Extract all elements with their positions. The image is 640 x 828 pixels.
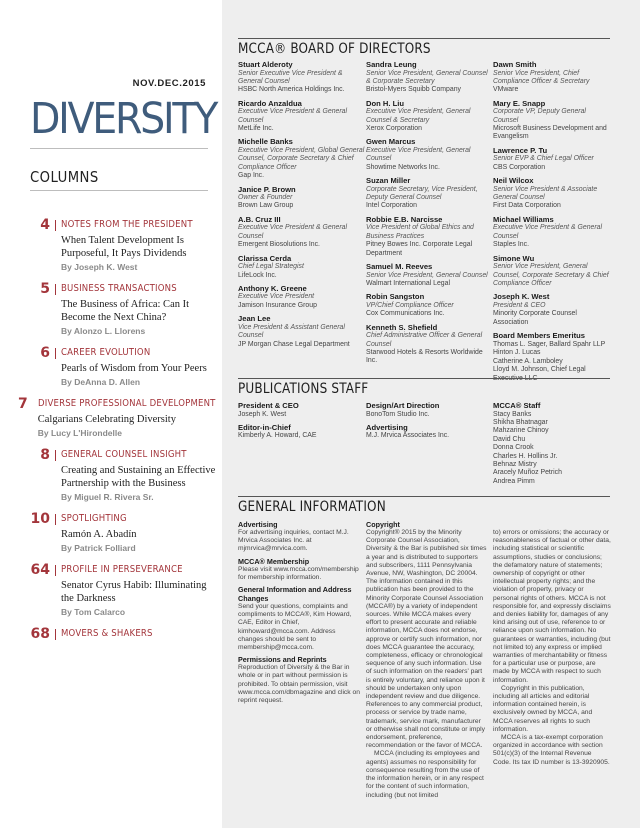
board-member xyxy=(366,215,493,258)
board-member xyxy=(493,292,611,327)
toc-item[interactable] xyxy=(18,218,218,273)
member-name: Samuel M. Reeves xyxy=(366,262,433,271)
toc-page-number: 7 xyxy=(18,396,28,412)
board-member xyxy=(493,99,611,142)
board-member xyxy=(366,137,493,172)
toc-title: Senator Cyrus Habib: Illuminating the Darkness xyxy=(61,580,207,604)
toc-section: MOVERS & SHAKERS xyxy=(61,628,153,639)
toc-section: DIVERSE PROFESSIONAL DEVELOPMENT xyxy=(37,398,216,409)
toc-item[interactable] xyxy=(18,627,218,642)
board-top-rule xyxy=(238,38,610,39)
columns-heading: COLUMNS xyxy=(30,168,99,186)
board-member xyxy=(238,185,366,211)
member-company: Microsoft Business Development and Evangelism xyxy=(493,125,607,141)
member-name: Robin Sangston xyxy=(366,292,425,302)
staff-entry xyxy=(238,423,366,441)
board-column-3 xyxy=(493,60,611,388)
member-company: Cox Communications Inc. xyxy=(366,310,445,318)
member-company: Gap Inc. xyxy=(238,172,265,180)
board-member xyxy=(493,60,611,95)
info-heading: MCCA® Membership xyxy=(238,556,310,566)
board-member xyxy=(238,137,366,180)
toc-title: Pearls of Wisdom from Your Peers xyxy=(61,363,207,374)
member-name: Anthony K. Greene xyxy=(238,283,307,293)
board-member xyxy=(493,215,611,250)
emeritus-member: Hinton J. Lucas xyxy=(493,349,541,357)
member-name: Suzan Miller xyxy=(366,176,411,186)
toc-page-number: 6 xyxy=(40,345,50,361)
member-title: Senior Vice President, Chief Compliance Officer & Secretary xyxy=(493,69,590,85)
toc-author: By Lucy L'Hirondelle xyxy=(37,428,122,438)
info-heading: Advertising xyxy=(238,520,278,529)
member-title: Senior Vice President, General Counsel, Corporate Secretary & Chief Compliance Officer xyxy=(493,263,609,287)
member-title: Vice President & Assistant General Counsel xyxy=(238,323,345,340)
member-company: Intel Corporation xyxy=(366,202,417,210)
staff-name: Andrea Pimm xyxy=(493,477,535,485)
staff-name: Stacy Banks xyxy=(493,410,532,418)
disclaimer-text: to) errors or omissions; the accuracy or reasonableness of factual or other data, including statistical or scientific assumptions, studies or conclusions; the defamatory nature of statements; ownership of copyright or other intellectual property rights; and the violation of property, privacy or personal rights of others. MCCA is not responsible for, and expressly disclaims and denies liability for, damages of any kind arising out of use, reference to or reliance upon such information. No guarantees or warranties, including (but not limited to) any express or implied warranties of merchantability or fitness for a particular use or purpose, are made by MCCA with respect to such information. xyxy=(493,529,611,684)
member-title: Vice President of Global Ethics and Business Practices xyxy=(366,224,474,240)
board-member xyxy=(238,99,366,134)
member-name: Stuart Alderoty xyxy=(238,60,293,69)
publications-top-rule xyxy=(238,378,610,379)
member-title: Senior Vice President, General Counsel & Corporate Secretary xyxy=(366,69,488,85)
info-heading: General Information and Address Changes xyxy=(238,585,352,604)
member-company: Xerox Corporation xyxy=(366,125,422,133)
board-member xyxy=(493,176,611,211)
member-company: Staples Inc. xyxy=(493,241,530,249)
member-title: Corporate VP, Deputy General Counsel xyxy=(493,108,586,124)
member-name: Jean Lee xyxy=(238,314,271,324)
member-company: Minority Corporate Counsel Association xyxy=(493,310,577,326)
general-heading: GENERAL INFORMATION xyxy=(238,499,386,515)
board-member xyxy=(366,323,493,366)
contents-column xyxy=(0,0,222,828)
member-company: JP Morgan Chase Legal Department xyxy=(238,340,350,348)
tax-status-text: MCCA is a tax-exempt corporation organized in accordance with section 501(c)(3) of the Internal Revenue Code. Its tax ID number is 13-3920905. xyxy=(493,734,610,766)
member-name: Janice P. Brown xyxy=(238,184,296,194)
toc-author: By Joseph K. West xyxy=(61,262,138,272)
staff-name: Charles H. Hollins Jr. xyxy=(493,452,558,460)
member-title: Executive Vice President, Global General Counsel, Corporate Secretary & Chief Compliance Officer xyxy=(238,146,365,171)
info-text: Reproduction of Diversity & the Bar in whole or in part without permission is prohibited. To obtain permission, visit www.mcca.com/dbmagazine and click on reprint request. xyxy=(238,664,360,705)
toc-page-number: 4 xyxy=(40,217,50,233)
member-company: LifeLock Inc. xyxy=(238,271,277,279)
toc-page-number: 8 xyxy=(40,447,50,463)
toc-divider xyxy=(55,514,56,525)
staff-role: Design/Art Direction xyxy=(366,401,440,410)
board-member xyxy=(493,146,611,172)
table-of-contents xyxy=(18,218,218,651)
issue-date: NOV.DEC.2015 xyxy=(132,78,206,89)
general-columns xyxy=(238,517,611,800)
staff-name: Joseph K. West xyxy=(238,410,287,418)
emeritus-heading: Board Members Emeritus xyxy=(493,331,585,341)
member-name: Simone Wu xyxy=(493,253,535,263)
general-top-rule xyxy=(238,496,610,497)
member-title: Senior EVP & Chief Legal Officer xyxy=(493,155,594,163)
member-company: CBS Corporation xyxy=(493,163,546,171)
general-column-2 xyxy=(366,517,487,800)
staff-name: Kimberly A. Howard, CAE xyxy=(238,432,317,440)
publications-columns xyxy=(238,401,611,486)
member-name: Robbie E.B. Narcisse xyxy=(366,214,443,224)
toc-item[interactable] xyxy=(18,512,218,554)
toc-page-number: 10 xyxy=(30,511,50,527)
member-company: Starwood Hotels & Resorts Worldwide Inc. xyxy=(366,348,483,365)
member-company: MetLife Inc. xyxy=(238,125,274,133)
member-title: Senior Executive Vice President & General Counsel xyxy=(238,69,343,85)
emeritus-member: Thomas L. Sager, Ballard Spahr LLP xyxy=(493,340,606,348)
board-member xyxy=(238,314,366,349)
staff-name: Donna Crook xyxy=(493,444,534,452)
board-emeritus xyxy=(493,331,611,383)
member-name: Sandra Leung xyxy=(366,60,417,69)
toc-item[interactable] xyxy=(18,346,218,388)
member-company: Showtime Networks Inc. xyxy=(366,163,440,171)
staff-role: Advertising xyxy=(366,422,408,432)
staff-name: David Chu xyxy=(493,435,526,443)
board-member xyxy=(366,262,493,288)
toc-title: The Business of Africa: Can It Become the Next China? xyxy=(61,299,190,323)
board-member xyxy=(493,254,611,289)
member-title: Executive Vice President xyxy=(238,293,315,301)
toc-title: Calgarians Celebrating Diversity xyxy=(37,414,176,425)
member-name: A.B. Cruz III xyxy=(238,214,281,224)
toc-page-number: 5 xyxy=(40,281,50,297)
staff-role: President & CEO xyxy=(238,401,299,410)
toc-section: SPOTLIGHTING xyxy=(61,513,127,524)
member-company: HSBC North America Holdings Inc. xyxy=(238,86,345,94)
board-column-1 xyxy=(238,60,366,388)
member-title: Executive Vice President & General Counsel xyxy=(238,224,348,240)
member-title: Executive Vice President, General Counsel & Secretary xyxy=(366,108,471,124)
member-company: VMware xyxy=(493,86,519,94)
columns-divider xyxy=(30,190,208,191)
member-name: Joseph K. West xyxy=(493,292,550,302)
board-heading: MCCA® BOARD OF DIRECTORS xyxy=(238,41,431,57)
board-member xyxy=(366,60,493,95)
member-name: Don H. Liu xyxy=(366,98,404,108)
info-text: Send your questions, complaints and compliments to MCCA®, Kim Howard, CAE, Editor in Chief, kimhoward@mcca.com. Address changes should be sent to membership@mcca.com. xyxy=(238,603,352,652)
board-member xyxy=(366,292,493,318)
member-company: Emergent Biosolutions Inc. xyxy=(238,241,320,249)
toc-section: PROFILE IN PERSEVERANCE xyxy=(61,564,183,575)
member-name: Kenneth S. Shefield xyxy=(366,322,438,332)
toc-author: By Patrick Folliard xyxy=(61,543,136,553)
toc-divider xyxy=(55,220,56,231)
board-member xyxy=(238,215,366,250)
toc-author: By Tom Calarco xyxy=(61,607,126,617)
toc-divider xyxy=(55,284,56,295)
member-company: Bristol-Myers Squibb Company xyxy=(366,86,461,94)
staff-name: M.J. Mrvica Associates Inc. xyxy=(366,432,450,440)
staff-role: MCCA® Staff xyxy=(493,401,541,410)
board-member xyxy=(238,284,366,310)
member-title: VP/Chief Compliance Officer xyxy=(366,301,454,309)
toc-item[interactable] xyxy=(18,397,218,439)
staff-name: Behnaz Mistry xyxy=(493,460,537,468)
toc-section: GENERAL COUNSEL INSIGHT xyxy=(61,449,187,460)
masthead-panel xyxy=(222,0,640,828)
toc-section: CAREER EVOLUTION xyxy=(61,347,151,358)
publications-heading: PUBLICATIONS STAFF xyxy=(238,381,369,397)
member-title: President & CEO xyxy=(493,301,546,309)
disclaimer-text: Copyright in this publication, including all articles and editorial information contained herein, is exclusively owned by MCCA, and MCCA reserves all rights to such information. xyxy=(493,684,593,733)
toc-item[interactable] xyxy=(18,448,218,503)
toc-author: By DeAnna D. Allen xyxy=(61,377,141,387)
staff-name: BonoTom Studio Inc. xyxy=(366,410,430,418)
publications-column-1 xyxy=(238,401,366,486)
staff-name: Mahzarine Chinoy xyxy=(493,427,549,435)
toc-title: Creating and Sustaining an Effective Partnership with the Business xyxy=(61,465,216,489)
member-title: Senior Vice President, General Counsel xyxy=(366,271,488,279)
board-member xyxy=(238,60,366,95)
masthead-divider xyxy=(30,148,208,149)
copyright-heading: Copyright xyxy=(366,520,400,529)
member-title: Executive Vice President & General Counsel xyxy=(493,224,603,240)
emeritus-member: Lloyd M. Johnson, Chief Legal xyxy=(493,366,586,374)
staff-entry xyxy=(366,423,493,441)
member-title: Executive Vice President & General Counsel xyxy=(238,108,348,124)
copyright-text: Copyright® 2015 by the Minority Corporate Counsel Association, Diversity & the Bar is published six times a year and is distributed to supporters and subscribers, 1111 Pennsylvania Avenue, NW, Washington, DC 20004. The information contained in this publication has been provided to the Minority Corporate Counsel Association (MCCA®) by a variety of independent sources. While MCCA makes every effort to present accurate and reliable information, MCCA does not endorse, approve or certify such information, nor does MCCA guarantee the accuracy, completeness, efficacy or chronological sequence of any such information. Use of such information on the readers' part is entirely voluntary, and reliance upon it should be undertaken only upon independent review and due diligence. References to any commercial product, process or service by trade name, trademark, service mark, manufacturer or otherwise shall not constitute or imply endorsement, preference, recommendation or the favor of MCCA. xyxy=(366,529,487,750)
member-company: Jamison Insurance Group xyxy=(238,301,317,309)
member-name: Gwen Marcus xyxy=(366,137,416,147)
member-company: Brown Law Group xyxy=(238,202,294,210)
member-name: Michelle Banks xyxy=(238,137,293,147)
staff-name: Aracely Muñoz Petrich xyxy=(493,469,562,477)
member-name: Neil Wilcox xyxy=(493,176,534,186)
member-company: Walmart International Legal xyxy=(366,279,451,287)
staff-entry xyxy=(238,401,366,419)
toc-divider xyxy=(55,348,56,359)
staff-role: Editor-in-Chief xyxy=(238,422,291,432)
member-title: Executive Vice President, General Counsel xyxy=(366,146,471,163)
board-member xyxy=(366,176,493,211)
masthead-word: DIVERSITY xyxy=(30,94,217,144)
member-name: Clarissa Cerda xyxy=(238,253,292,263)
member-title: Chief Administrative Officer & General Counsel xyxy=(366,332,483,348)
masthead-logo xyxy=(30,94,217,146)
board-member xyxy=(366,99,493,134)
publications-column-3 xyxy=(493,401,611,486)
toc-section: NOTES FROM THE PRESIDENT xyxy=(61,219,193,230)
toc-author: By Miguel R. Rivera Sr. xyxy=(61,492,154,502)
toc-page-number: 68 xyxy=(30,626,50,642)
toc-divider xyxy=(55,450,56,461)
member-title: Owner & Founder xyxy=(238,194,293,202)
staff-name: Shikha Bhatnagar xyxy=(493,418,548,426)
member-title: Corporate Secretary, Vice President, Deputy General Counsel xyxy=(366,185,478,202)
toc-title: When Talent Development Is Purposeful, It Pays Dividends xyxy=(61,235,187,259)
member-title: Chief Legal Strategist xyxy=(238,263,304,271)
member-name: Mary E. Snapp xyxy=(493,98,546,108)
publications-column-2 xyxy=(366,401,493,486)
board-columns xyxy=(238,60,611,388)
copyright-text: MCCA (including its employees and agents) assumes no responsibility for consequence resulting from the use of the information herein, or in any respect for the content of such information, including (but not limited xyxy=(366,750,484,799)
emeritus-member: Catherine A. Lamboley xyxy=(493,357,563,365)
member-title: Senior Vice President & Associate General Counsel xyxy=(493,185,598,202)
member-company: Pitney Bowes Inc. Corporate Legal Department xyxy=(366,241,473,257)
member-company: First Data Corporation xyxy=(493,202,561,210)
toc-divider xyxy=(55,629,56,640)
toc-author: By Alonzo L. Llorens xyxy=(61,326,146,336)
board-column-2 xyxy=(366,60,493,388)
toc-section: BUSINESS TRANSACTIONS xyxy=(61,283,177,294)
toc-item[interactable] xyxy=(18,282,218,337)
toc-item[interactable] xyxy=(18,563,218,618)
toc-page-number: 64 xyxy=(30,562,50,578)
general-column-3 xyxy=(493,517,611,800)
info-text: Please visit www.mcca.com/membership for membership information. xyxy=(238,565,359,581)
toc-title: Ramón A. Abadín xyxy=(61,529,137,540)
info-heading: Permissions and Reprints xyxy=(238,655,327,665)
general-column-1 xyxy=(238,517,360,800)
board-member xyxy=(238,254,366,280)
staff-entry xyxy=(366,401,493,419)
info-text: For advertising inquiries, contact M.J. Mrvica Associates Inc. at mjmrvica@mrvica.com. xyxy=(238,529,349,553)
member-name: Ricardo Anzaldua xyxy=(238,98,302,108)
member-name: Lawrence P. Tu xyxy=(493,145,548,155)
member-name: Dawn Smith xyxy=(493,60,537,69)
member-name: Michael Williams xyxy=(493,214,554,224)
toc-divider xyxy=(55,565,56,576)
